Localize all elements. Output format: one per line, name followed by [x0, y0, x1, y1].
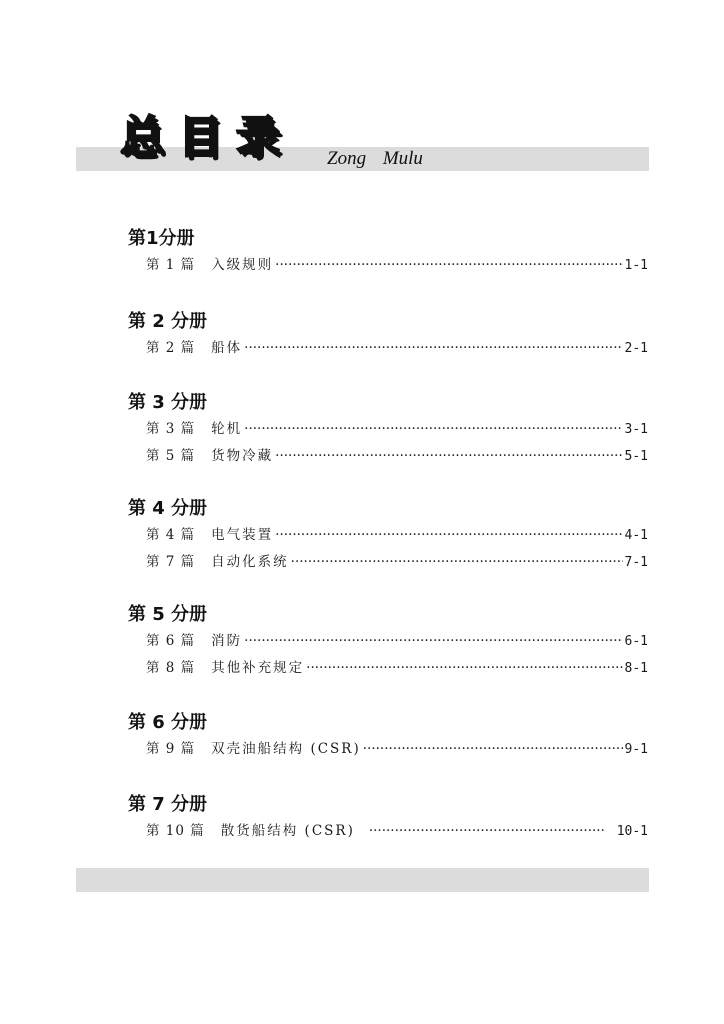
volume-title: 第 7 分册	[128, 794, 208, 815]
part-number: 第 7 篇	[146, 554, 196, 570]
dot-leader	[244, 628, 622, 655]
part-name: 船体	[211, 340, 243, 356]
part-number: 第 5 篇	[146, 448, 196, 464]
toc-entry[interactable]	[146, 416, 648, 443]
volume-title: 第 5 分册	[128, 604, 208, 625]
part-name: 散货船结构 (CSR)	[220, 823, 355, 839]
dot-leader	[291, 549, 623, 576]
volume-title: 第 4 分册	[128, 498, 208, 519]
page-number: 3-1	[624, 422, 648, 437]
page-number: 9-1	[624, 742, 648, 757]
part-name: 货物冷藏	[211, 448, 274, 464]
part-name: 消防	[211, 633, 243, 649]
dot-leader	[369, 818, 605, 845]
toc-entry[interactable]	[146, 335, 648, 362]
page-number: 4-1	[624, 528, 648, 543]
volume-title: 第 2 分册	[128, 311, 208, 332]
toc-entry[interactable]	[146, 252, 648, 279]
dot-leader	[275, 443, 622, 470]
volume-title: 第1分册	[128, 228, 195, 249]
volume-4	[128, 496, 648, 576]
volume-7	[128, 792, 648, 845]
footer-band	[76, 868, 649, 892]
dot-leader	[275, 252, 622, 279]
part-number: 第 2 篇	[146, 340, 196, 356]
volume-1	[128, 226, 648, 279]
dot-leader	[306, 655, 622, 682]
dot-leader	[363, 736, 623, 763]
part-name: 其他补充规定	[211, 660, 305, 676]
dot-leader	[275, 522, 622, 549]
volume-2	[128, 309, 648, 362]
volume-5	[128, 602, 648, 682]
volume-title: 第 6 分册	[128, 712, 208, 733]
page-number: 5-1	[624, 449, 648, 464]
part-name: 双壳油船结构 (CSR)	[211, 741, 361, 757]
page-number: 1-1	[624, 258, 648, 273]
part-number: 第 4 篇	[146, 527, 196, 543]
toc-entry[interactable]	[146, 655, 648, 682]
toc-entry[interactable]	[146, 628, 648, 655]
dot-leader	[244, 416, 622, 443]
page-subtitle: Zong Mulu	[327, 148, 423, 169]
volume-title: 第 3 分册	[128, 392, 208, 413]
part-name: 自动化系统	[211, 554, 289, 570]
page-number: 2-1	[624, 341, 648, 356]
toc-entry[interactable]	[146, 522, 648, 549]
dot-leader	[244, 335, 622, 362]
page-number: 7-1	[624, 555, 648, 570]
part-number: 第 8 篇	[146, 660, 196, 676]
page-number: 6-1	[624, 634, 648, 649]
part-number: 第 3 篇	[146, 421, 196, 437]
part-name: 电气装置	[211, 527, 274, 543]
volume-6	[128, 710, 648, 763]
toc-entry[interactable]	[146, 818, 648, 845]
toc-entry[interactable]	[146, 549, 648, 576]
volume-3	[128, 390, 648, 470]
page-number: 8-1	[624, 661, 648, 676]
toc-entry[interactable]	[146, 736, 648, 763]
part-number: 第 10 篇	[146, 823, 205, 839]
page-number: 10-1	[616, 824, 648, 839]
toc-entry[interactable]	[146, 443, 648, 470]
part-number: 第 1 篇	[146, 257, 196, 273]
part-name: 轮机	[211, 421, 243, 437]
part-number: 第 6 篇	[146, 633, 196, 649]
page-title: 总目录	[120, 112, 294, 163]
part-name: 入级规则	[211, 257, 274, 273]
part-number: 第 9 篇	[146, 741, 196, 757]
